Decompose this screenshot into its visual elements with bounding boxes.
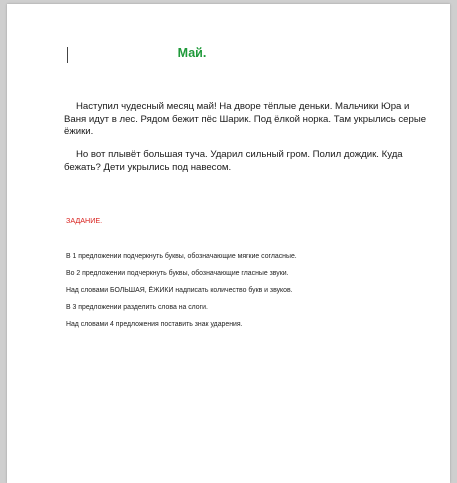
task-item-5: Над словами 4 предложения поставить знак ударения.	[66, 321, 243, 328]
task-item-1: В 1 предложении подчеркнуть буквы, обозначающие мягкие согласные.	[66, 253, 297, 260]
story-paragraph-2: Но вот плывёт большая туча. Ударил сильный гром. Полил дождик. Куда бежать? Дети укрылись под навесом.	[64, 149, 403, 173]
task-item-2: Во 2 предложении подчеркнуть буквы, обозначающие гласные звуки.	[66, 270, 289, 277]
document-page	[7, 4, 450, 483]
task-item-4: В 3 предложении разделить слова на слоги.	[66, 304, 208, 311]
story-paragraph-1: Наступил чудесный месяц май! На дворе тёплые деньки. Мальчики Юра и Ваня идут в лес. Рядом бежит пёс Шарик. Под ёлкой норка. Там укрылись серые ёжики.	[64, 101, 427, 138]
task-heading: ЗАДАНИЕ.	[66, 216, 103, 225]
document-title: Май.	[177, 46, 207, 60]
task-item-3: Над словами БОЛЬШАЯ, ЁЖИКИ надписать количество букв и звуков.	[66, 287, 293, 294]
